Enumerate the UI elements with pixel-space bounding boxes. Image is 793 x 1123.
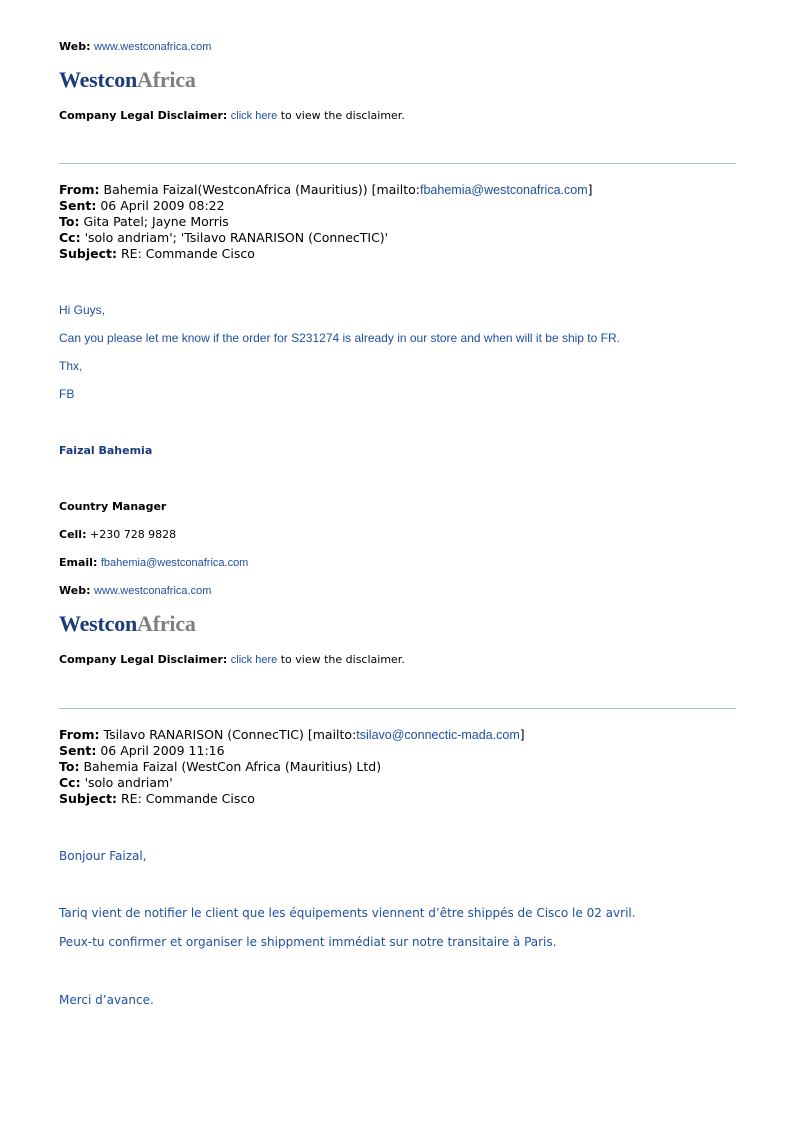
- from-line: From: Tsilavo RANARISON (ConnecTIC) [mailto:tsilavo@connectic-mada.com]: [59, 727, 525, 742]
- sent-line: Sent: 06 April 2009 11:16: [59, 743, 225, 758]
- disclaimer-link[interactable]: click here: [230, 110, 278, 122]
- signature-web-link[interactable]: www.westconafrica.com: [93, 585, 212, 597]
- disclaimer-line-top: [59, 109, 405, 122]
- body-line: Thx,: [59, 359, 83, 373]
- from-line: From: Bahemia Faizal(WestconAfrica (Mauritius)) [mailto:fbahemia@westconafrica.com]: [59, 182, 593, 197]
- web-link[interactable]: www.westconafrica.com: [93, 41, 212, 53]
- email-header-2: [59, 727, 525, 807]
- to-line: To: Gita Patel; Jayne Morris: [59, 214, 229, 229]
- to-line: To: Bahemia Faizal (WestCon Africa (Mauritius) Ltd): [59, 759, 382, 774]
- web-line-top: [59, 40, 211, 53]
- signature-title: Country Manager: [59, 500, 167, 513]
- body-line: Bonjour Faizal,: [59, 849, 147, 863]
- subject-line: Subject: RE: Commande Cisco: [59, 246, 255, 261]
- disclaimer-text: to view the disclaimer.: [280, 109, 405, 122]
- signature-name: Faizal Bahemia: [59, 444, 153, 457]
- subject-line: Subject: RE: Commande Cisco: [59, 791, 255, 806]
- disclaimer-label: Company Legal Disclaimer:: [59, 109, 228, 122]
- signature-web: Web: www.westconafrica.com: [59, 584, 212, 597]
- separator-rule: [59, 708, 736, 709]
- cc-line: Cc: 'solo andriam'; 'Tsilavo RANARISON (ConnecTIC)': [59, 230, 389, 245]
- from-email-link[interactable]: fbahemia@westconafrica.com: [420, 183, 588, 197]
- email-header-1: [59, 182, 593, 262]
- sent-line: Sent: 06 April 2009 08:22: [59, 198, 225, 213]
- body-line: Peux-tu confirmer et organiser le shippment immédiat sur notre transitaire à Paris.: [59, 935, 557, 949]
- body-line: Hi Guys,: [59, 303, 106, 317]
- body-line: Merci d’avance.: [59, 993, 154, 1007]
- disclaimer-link[interactable]: click here: [230, 654, 278, 666]
- cc-line: Cc: 'solo andriam': [59, 775, 173, 790]
- signature-cell: Cell: +230 728 9828: [59, 528, 177, 541]
- body-line: FB: [59, 387, 75, 401]
- company-logo: WestconAfrica: [59, 611, 196, 636]
- separator-rule: [59, 163, 736, 164]
- from-email-link[interactable]: tsilavo@connectic-mada.com: [356, 728, 520, 742]
- body-line: Tariq vient de notifier le client que les équipements viennent d’être shippés de Cisco le 02 avril.: [59, 906, 636, 920]
- company-logo-top: WestconAfrica: [59, 67, 196, 92]
- body-line: Can you please let me know if the order for S231274 is already in our store and when will it be ship to FR.: [59, 331, 620, 345]
- signature-email-link[interactable]: fbahemia@westconafrica.com: [100, 557, 249, 569]
- disclaimer-line: Company Legal Disclaimer: click here to view the disclaimer.: [59, 653, 405, 666]
- web-label: Web:: [59, 40, 91, 53]
- signature-email: Email: fbahemia@westconafrica.com: [59, 556, 249, 569]
